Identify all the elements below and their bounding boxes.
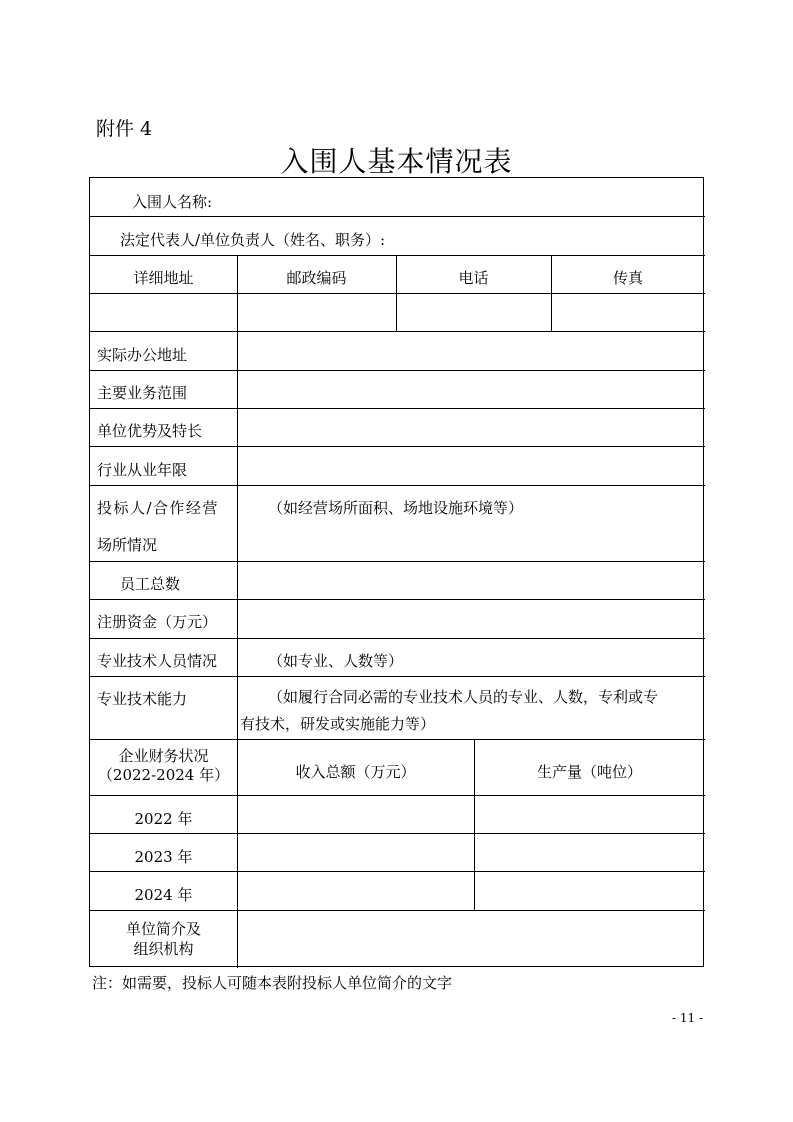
row-divider bbox=[90, 676, 705, 677]
premises-label: 投标人/合作经营 bbox=[97, 499, 220, 517]
phone-header: 电话 bbox=[458, 269, 489, 287]
col-divider bbox=[237, 331, 238, 968]
finance-period: （2022-2024 年） bbox=[97, 766, 230, 784]
tech-ability-label: 专业技术能力 bbox=[97, 690, 188, 708]
address-header: 详细地址 bbox=[133, 269, 194, 287]
postcode-header: 邮政编码 bbox=[286, 269, 347, 287]
col-divider bbox=[396, 255, 397, 331]
legal-rep-label: 法定代表人/单位负责人（姓名、职务）: bbox=[120, 231, 386, 249]
premises-hint: （如经营场所面积、场地设施环境等） bbox=[268, 499, 524, 517]
employees-label: 员工总数 bbox=[120, 575, 181, 593]
tech-ability-hint: （如履行合同必需的专业技术人员的专业、人数，专利或专 bbox=[268, 688, 659, 706]
row-divider bbox=[90, 910, 705, 911]
industry-years-label: 行业从业年限 bbox=[97, 461, 188, 479]
year-2022-label: 2022 年 bbox=[134, 810, 193, 828]
year-2024-label: 2024 年 bbox=[134, 886, 193, 904]
row-divider bbox=[90, 293, 705, 294]
office-address-label: 实际办公地址 bbox=[97, 346, 188, 364]
year-2023-label: 2023 年 bbox=[134, 848, 193, 866]
form-title: 入围人基本情况表 bbox=[280, 145, 513, 178]
row-divider bbox=[90, 255, 705, 256]
row-divider bbox=[90, 833, 705, 834]
row-divider bbox=[90, 638, 705, 639]
row-divider bbox=[90, 485, 705, 486]
row-divider bbox=[90, 216, 705, 217]
tech-ability-hint-2: 有技术，研发或实施能力等） bbox=[240, 715, 436, 733]
tech-staff-hint: （如专业、人数等） bbox=[268, 652, 404, 670]
info-table bbox=[89, 177, 704, 967]
page-number: - 11 - bbox=[672, 1011, 704, 1025]
output-header: 生产量（吨位） bbox=[536, 763, 642, 781]
col-divider bbox=[551, 255, 552, 331]
intro-label-2: 组织机构 bbox=[133, 940, 194, 958]
premises-label-2: 场所情况 bbox=[97, 536, 158, 554]
attachment-label: 附件 4 bbox=[96, 118, 153, 140]
row-divider bbox=[90, 370, 705, 371]
row-divider bbox=[90, 561, 705, 562]
row-divider bbox=[90, 795, 705, 796]
tech-staff-label: 专业技术人员情况 bbox=[97, 652, 218, 670]
capital-label: 注册资金（万元） bbox=[97, 613, 218, 631]
row-divider bbox=[90, 408, 705, 409]
revenue-header: 收入总额（万元） bbox=[295, 763, 416, 781]
footnote: 注：如需要，投标人可随本表附投标人单位简介的文字 bbox=[92, 974, 453, 992]
bidder-name-label: 入围人名称: bbox=[132, 193, 213, 211]
row-divider bbox=[90, 446, 705, 447]
col-divider bbox=[237, 255, 238, 331]
business-scope-label: 主要业务范围 bbox=[97, 384, 188, 402]
advantages-label: 单位优势及特长 bbox=[97, 422, 203, 440]
row-divider bbox=[90, 331, 705, 332]
row-divider bbox=[90, 739, 705, 740]
row-divider bbox=[90, 599, 705, 600]
row-divider bbox=[90, 871, 705, 872]
intro-label: 单位简介及 bbox=[125, 920, 201, 938]
fax-header: 传真 bbox=[612, 269, 643, 287]
finance-label: 企业财务状况 bbox=[118, 747, 209, 765]
